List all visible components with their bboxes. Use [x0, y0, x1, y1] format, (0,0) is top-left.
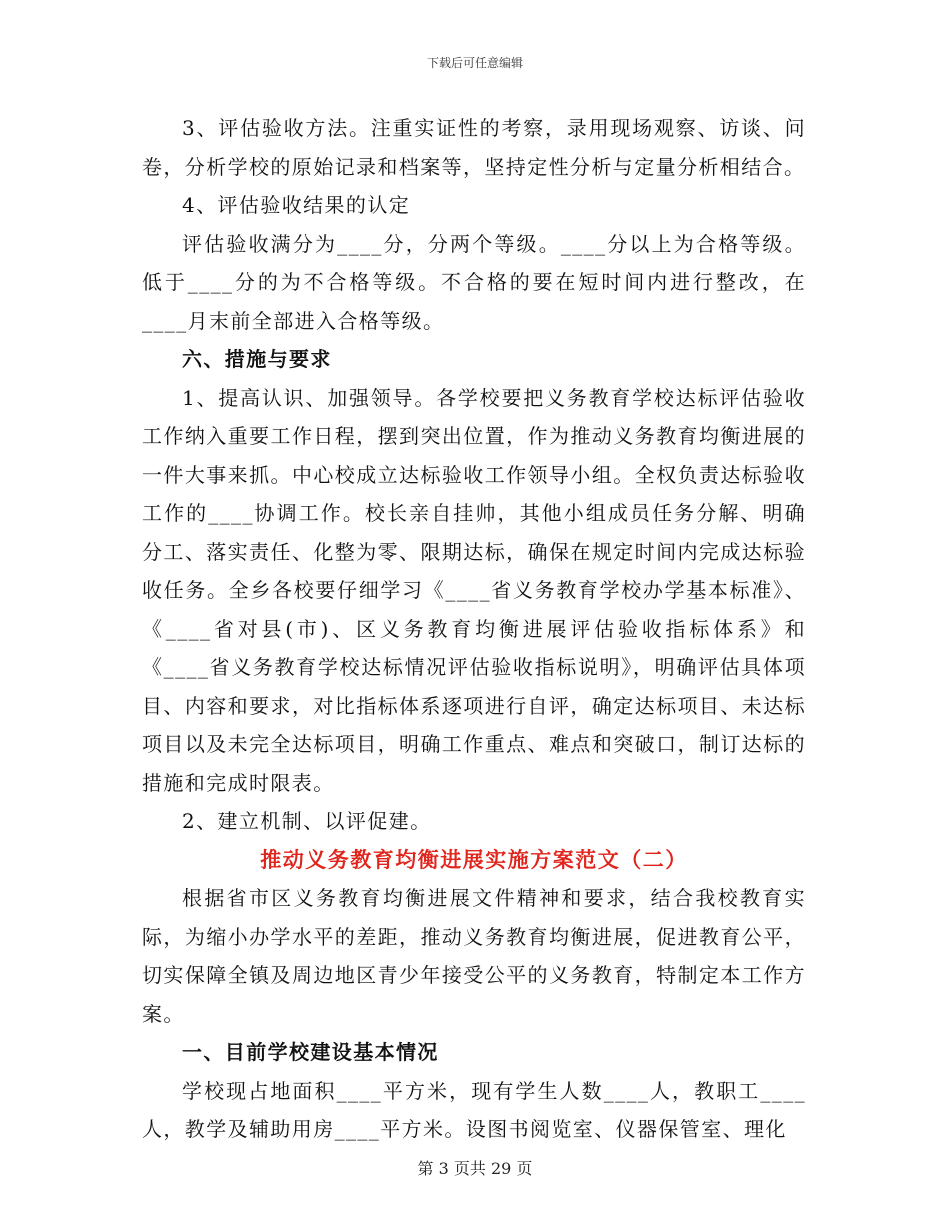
page-header: 下载后可任意编辑 — [426, 56, 523, 70]
paragraph-school-facts: 学校现占地面积____平方米，现有学生人数____人，教职工____人，教学及辅助用房____平方米。设图书阅览室、仪器保管室、理化 — [142, 1078, 806, 1141]
paragraph-evaluation-method: 3、评估验收方法。注重实证性的考察，录用现场观察、访谈、问卷，分析学校的原始记录和档案等，坚持定性分析与定量分析相结合。 — [142, 116, 806, 179]
paragraph-score-rules: 评估验收满分为____分，分两个等级。____分以上为合格等级。低于____分的为不合格等级。不合格的要在短时间内进行整改，在____月末前全部进入合格等级。 — [142, 231, 806, 333]
page-footer: 第 3 页共 29 页 — [417, 1159, 533, 1178]
paragraph-result-heading: 4、评估验收结果的认定 — [182, 193, 411, 217]
section-heading-current-status: 一、目前学校建设基本情况 — [182, 1040, 439, 1064]
document-body — [142, 109, 806, 1149]
document-title-2: 推动义务教育均衡进展实施方案范文（二） — [260, 846, 688, 872]
section-heading-measures: 六、措施与要求 — [182, 347, 332, 371]
paragraph-intro: 根据省市区义务教育均衡进展文件精神和要求，结合我校教育实际，为缩小办学水平的差距，推动义务教育均衡进展，促进教育公平，切实保障全镇及周边地区青少年接受公平的义务教育，特制定本工作方案。 — [142, 886, 806, 1026]
paragraph-mechanism: 2、建立机制、以评促建。 — [182, 809, 432, 833]
paragraph-leadership: 1、提高认识、加强领导。各学校要把义务教育学校达标评估验收工作纳入重要工作日程，摆到突出位置，作为推动义务教育均衡进展的一件大事来抓。中心校成立达标验收工作领导小组。全权负责达标验收工作的____协调工作。校长亲自挂帅，其他小组成员任务分解、明确分工、落实责任、化整为零、限期达标，确保在规定时间内完成达标验收任务。全乡各校要仔细学习《____省义务教育学校办学基本标准》、《____省对县(市)、区义务教育均衡进展评估验收指标体系》和《____省义务教育学校达标情况评估验收指标说明》，明确评估具体项目、内容和要求，对比指标体系逐项进行自评，确定达标项目、未达标项目以及未完全达标项目，明确工作重点、难点和突破口，制订达标的措施和完成时限表。 — [142, 385, 806, 795]
